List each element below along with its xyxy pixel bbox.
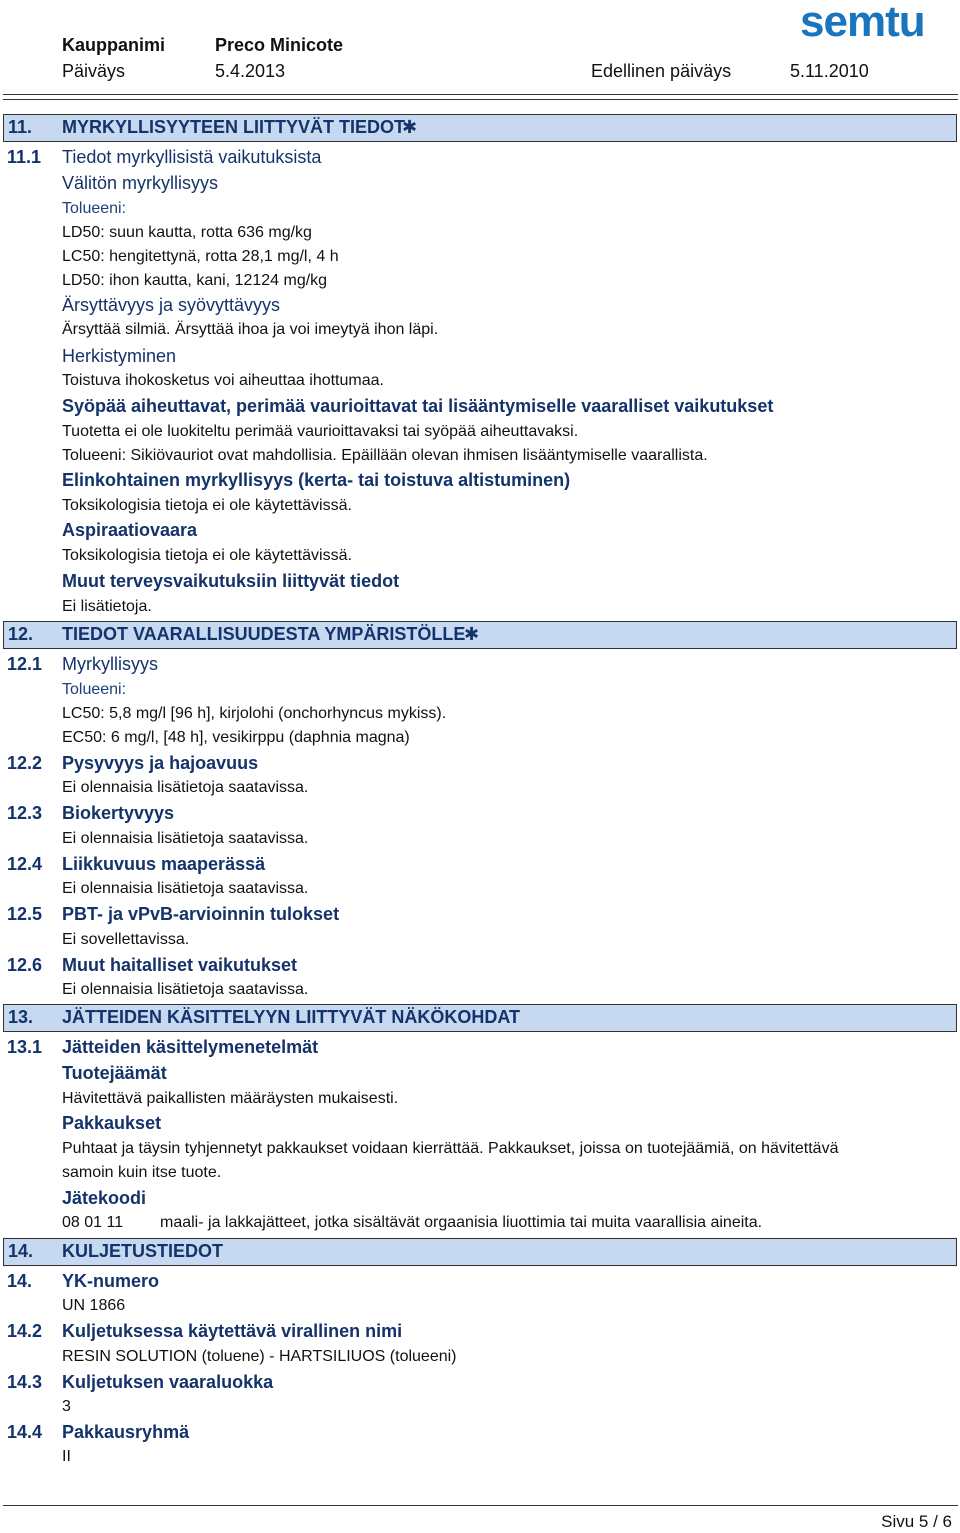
subsection-title: Kuljetuksessa käytettävä virallinen nimi [62, 1321, 403, 1341]
packaging-text-2: samoin kuin itse tuote. [62, 1164, 222, 1181]
section-title: KULJETUSTIEDOT [62, 1241, 224, 1261]
prev-date-label: Edellinen päiväys [591, 61, 732, 81]
residue-title: Tuotejäämät [62, 1063, 167, 1083]
subsection-title: PBT- ja vPvB-arvioinnin tulokset [62, 904, 340, 924]
aspiration-text: Toksikologisia tietoja ei ole käytettävissä. [62, 547, 352, 564]
subsection-title: Jätteiden käsittelymenetelmät [62, 1037, 319, 1057]
ld50-oral: LD50: suun kautta, rotta 636 mg/kg [62, 224, 312, 241]
subsection-number: 12.4 [7, 854, 43, 874]
section-number: 13. [8, 1007, 34, 1027]
section-title: TIEDOT VAARALLISUUDESTA YMPÄRISTÖLLE [62, 624, 466, 644]
hazard-class: 3 [62, 1398, 71, 1415]
revision-star-icon: ✱ [402, 117, 418, 137]
subsection-title: Biokertyvyys [62, 803, 175, 823]
shipping-name: RESIN SOLUTION (toluene) - HARTSILIUOS (tolueeni) [62, 1348, 457, 1365]
trade-name-value: Preco Minicote [215, 35, 344, 55]
header-divider-2 [3, 99, 958, 100]
toluene-label: Tolueeni: [62, 200, 127, 217]
subsection-title: Pakkausryhmä [62, 1422, 190, 1442]
waste-code: 08 01 11 [62, 1214, 124, 1231]
section-title: JÄTTEIDEN KÄSITTELYYN LIITTYVÄT NÄKÖKOHDAT [62, 1007, 521, 1027]
other-health-title: Muut terveysvaikutuksiin liittyvät tiedot [62, 571, 400, 591]
lc50-fish: LC50: 5,8 mg/l [96 h], kirjolohi (onchorhyncus mykiss). [62, 705, 447, 722]
packaging-title: Pakkaukset [62, 1113, 162, 1133]
aspiration-title: Aspiraatiovaara [62, 520, 198, 540]
section-number: 11. [8, 117, 33, 137]
packing-group: II [62, 1448, 71, 1465]
packaging-text-1: Puhtaat ja täysin tyhjennetyt pakkaukset voidaan kierrättää. Pakkaukset, joissa on tuotejäämiä, on hävitettävä [62, 1140, 839, 1157]
subsection-value: Ei olennaisia lisätietoja saatavissa. [62, 779, 309, 796]
subsection-number: 14.2 [7, 1321, 43, 1341]
subsection-title: Tiedot myrkyllisistä vaikutuksista [62, 147, 322, 167]
subsection-title: Muut haitalliset vaikutukset [62, 955, 298, 975]
date-label: Päiväys [62, 61, 126, 81]
subsection-title: Liikkuvuus maaperässä [62, 854, 266, 874]
subsection-number: 11.1 [7, 147, 42, 167]
section-11-band [3, 114, 957, 142]
waste-code-text: maali- ja lakkajätteet, jotka sisältävät orgaanisia liuottimia tai muita vaarallisia aineita. [160, 1214, 763, 1231]
stot-title: Elinkohtainen myrkyllisyys (kerta- tai toistuva altistuminen) [62, 470, 571, 490]
prev-date-value: 5.11.2010 [790, 61, 869, 81]
subsection-number: 12.2 [7, 753, 43, 773]
page-number: Sivu 5 / 6 [881, 1512, 952, 1531]
toluene-label: Tolueeni: [62, 681, 127, 698]
section-12-band [3, 621, 957, 649]
footer-divider [3, 1505, 958, 1506]
subsection-value: Ei olennaisia lisätietoja saatavissa. [62, 880, 309, 897]
sensitisation-text: Toistuva ihokosketus voi aiheuttaa ihottumaa. [62, 372, 384, 389]
cmr-text-2: Tolueeni: Sikiövauriot ovat mahdollisia. Epäillään olevan ihmisen lisääntymiselle vaarallista. [62, 447, 708, 464]
section-number: 14. [8, 1241, 34, 1261]
un-number: UN 1866 [62, 1297, 126, 1314]
subsection-number: 12.6 [7, 955, 43, 975]
subsection-title: Myrkyllisyys [62, 654, 158, 674]
section-title: MYRKYLLISYYTEEN LIITTYVÄT TIEDOT [62, 117, 406, 137]
subsection-number: 12.1 [7, 654, 43, 674]
subsection-number: 12.3 [7, 803, 43, 823]
acute-toxicity-title: Välitön myrkyllisyys [62, 173, 219, 193]
lc50-inhalation: LC50: hengitettynä, rotta 28,1 mg/l, 4 h [62, 248, 339, 265]
stot-text: Toksikologisia tietoja ei ole käytettävissä. [62, 497, 352, 514]
subsection-title: YK-numero [62, 1271, 160, 1291]
ld50-dermal: LD50: ihon kautta, kani, 12124 mg/kg [62, 272, 328, 289]
subsection-number: 12.5 [7, 904, 43, 924]
subsection-number: 13.1 [7, 1037, 43, 1057]
irritation-title: Ärsyttävyys ja syövyttävyys [62, 295, 281, 315]
subsection-value: Ei olennaisia lisätietoja saatavissa. [62, 981, 309, 998]
subsection-value: Ei olennaisia lisätietoja saatavissa. [62, 830, 309, 847]
subsection-title: Kuljetuksen vaaraluokka [62, 1372, 274, 1392]
trade-name-label: Kauppanimi [62, 35, 166, 55]
irritation-text: Ärsyttää silmiä. Ärsyttää ihoa ja voi imeytyä ihon läpi. [62, 321, 439, 338]
subsection-number: 14. [7, 1271, 33, 1291]
cmr-title: Syöpää aiheuttavat, perimää vaurioittavat tai lisääntymiselle vaaralliset vaikutukset [62, 396, 774, 416]
date-value: 5.4.2013 [215, 61, 286, 81]
section-14-band [3, 1238, 957, 1266]
subsection-number: 14.4 [7, 1422, 43, 1442]
subsection-value: Ei sovellettavissa. [62, 931, 190, 948]
semtu-logo: semtu [800, 0, 925, 46]
sensitisation-title: Herkistyminen [62, 346, 177, 366]
header-divider [3, 94, 958, 95]
other-health-text: Ei lisätietoja. [62, 598, 152, 615]
revision-star-icon: ✱ [464, 624, 480, 644]
residue-text: Hävitettävä paikallisten määräysten mukaisesti. [62, 1090, 399, 1107]
waste-code-title: Jätekoodi [62, 1188, 147, 1208]
section-number: 12. [8, 624, 34, 644]
subsection-title: Pysyvyys ja hajoavuus [62, 753, 259, 773]
cmr-text-1: Tuotetta ei ole luokiteltu perimää vaurioittavaksi tai syöpää aiheuttavaksi. [62, 423, 579, 440]
ec50-daphnia: EC50: 6 mg/l, [48 h], vesikirppu (daphnia magna) [62, 729, 410, 746]
section-13-band [3, 1004, 957, 1032]
subsection-number: 14.3 [7, 1372, 43, 1392]
